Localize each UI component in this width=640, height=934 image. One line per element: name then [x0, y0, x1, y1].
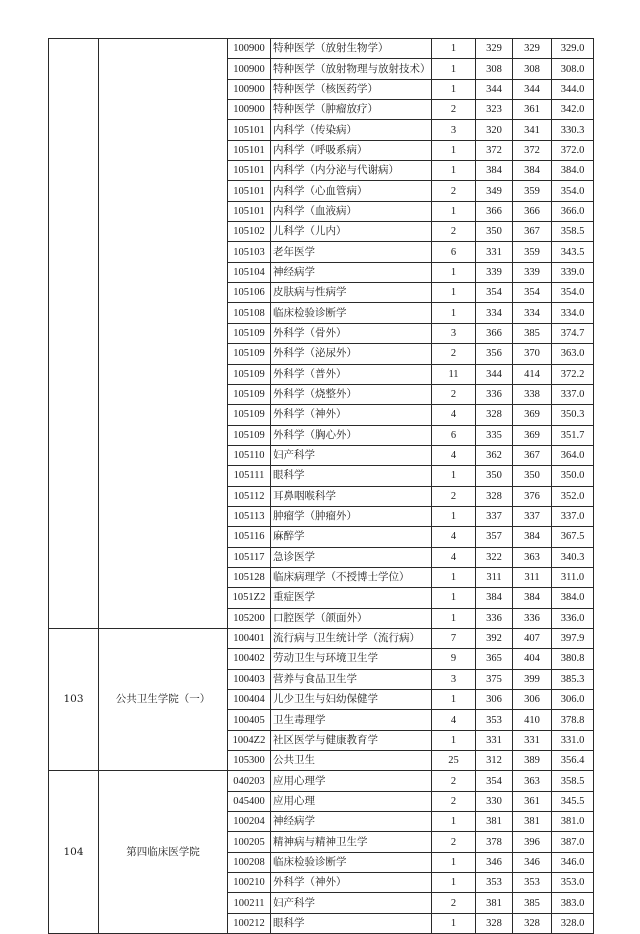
major-name-cell: 应用心理	[271, 791, 432, 811]
admit-count-cell: 2	[432, 222, 476, 242]
major-name-cell: 特种医学（放射生物学）	[271, 39, 432, 59]
admit-count-cell: 2	[432, 100, 476, 120]
max-score-cell: 385	[513, 893, 552, 913]
major-code-cell: 105112	[228, 486, 271, 506]
max-score-cell: 346	[513, 852, 552, 872]
major-code-cell: 100211	[228, 893, 271, 913]
major-name-cell: 临床病理学（不授博士学位）	[271, 567, 432, 587]
major-name-cell: 神经病学	[271, 262, 432, 282]
max-score-cell: 336	[513, 608, 552, 628]
major-code-cell: 100403	[228, 669, 271, 689]
major-name-cell: 特种医学（肿瘤放疗）	[271, 100, 432, 120]
major-name-cell: 耳鼻咽喉科学	[271, 486, 432, 506]
min-score-cell: 366	[476, 323, 513, 343]
min-score-cell: 365	[476, 649, 513, 669]
max-score-cell: 384	[513, 527, 552, 547]
max-score-cell: 366	[513, 201, 552, 221]
avg-score-cell: 346.0	[552, 852, 594, 872]
admit-count-cell: 1	[432, 730, 476, 750]
admit-count-cell: 4	[432, 527, 476, 547]
major-code-cell: 105101	[228, 140, 271, 160]
avg-score-cell: 308.0	[552, 59, 594, 79]
avg-score-cell: 345.5	[552, 791, 594, 811]
table-row	[49, 771, 594, 791]
major-code-cell: 100900	[228, 100, 271, 120]
major-code-cell: 105101	[228, 201, 271, 221]
group-number-cell: 104	[49, 771, 99, 934]
admit-count-cell: 1	[432, 140, 476, 160]
avg-score-cell: 328.0	[552, 913, 594, 933]
major-code-cell: 040203	[228, 771, 271, 791]
major-code-cell: 105102	[228, 222, 271, 242]
admit-count-cell: 25	[432, 751, 476, 771]
major-code-cell: 105109	[228, 344, 271, 364]
school-name-cell: 第四临床医学院	[99, 771, 228, 934]
major-name-cell: 皮肤病与性病学	[271, 283, 432, 303]
min-score-cell: 392	[476, 628, 513, 648]
min-score-cell: 329	[476, 39, 513, 59]
min-score-cell: 331	[476, 242, 513, 262]
major-name-cell: 外科学（神外）	[271, 873, 432, 893]
table-row	[49, 39, 594, 59]
major-code-cell: 105128	[228, 567, 271, 587]
min-score-cell: 323	[476, 100, 513, 120]
admit-count-cell: 2	[432, 791, 476, 811]
major-code-cell: 100900	[228, 39, 271, 59]
avg-score-cell: 372.0	[552, 140, 594, 160]
max-score-cell: 339	[513, 262, 552, 282]
max-score-cell: 350	[513, 466, 552, 486]
avg-score-cell: 356.4	[552, 751, 594, 771]
avg-score-cell: 311.0	[552, 567, 594, 587]
major-name-cell: 特种医学（核医药学）	[271, 79, 432, 99]
min-score-cell: 320	[476, 120, 513, 140]
admit-count-cell: 1	[432, 588, 476, 608]
major-code-cell: 100212	[228, 913, 271, 933]
major-code-cell: 105200	[228, 608, 271, 628]
max-score-cell: 361	[513, 100, 552, 120]
major-name-cell: 社区医学与健康教育学	[271, 730, 432, 750]
min-score-cell: 384	[476, 588, 513, 608]
major-code-cell: 100205	[228, 832, 271, 852]
avg-score-cell: 343.5	[552, 242, 594, 262]
avg-score-cell: 350.3	[552, 405, 594, 425]
min-score-cell: 372	[476, 140, 513, 160]
max-score-cell: 361	[513, 791, 552, 811]
admit-count-cell: 1	[432, 873, 476, 893]
table-row	[49, 628, 594, 648]
major-code-cell: 105116	[228, 527, 271, 547]
max-score-cell: 363	[513, 547, 552, 567]
major-name-cell: 外科学（烧整外）	[271, 384, 432, 404]
min-score-cell: 381	[476, 812, 513, 832]
major-name-cell: 妇产科学	[271, 445, 432, 465]
major-name-cell: 外科学（骨外）	[271, 323, 432, 343]
admit-count-cell: 2	[432, 832, 476, 852]
admit-count-cell: 1	[432, 201, 476, 221]
min-score-cell: 381	[476, 893, 513, 913]
min-score-cell: 375	[476, 669, 513, 689]
min-score-cell: 354	[476, 283, 513, 303]
major-name-cell: 老年医学	[271, 242, 432, 262]
max-score-cell: 372	[513, 140, 552, 160]
min-score-cell: 353	[476, 710, 513, 730]
major-code-cell: 105111	[228, 466, 271, 486]
min-score-cell: 344	[476, 79, 513, 99]
avg-score-cell: 380.8	[552, 649, 594, 669]
max-score-cell: 376	[513, 486, 552, 506]
max-score-cell: 384	[513, 588, 552, 608]
major-name-cell: 内科学（呼吸系病）	[271, 140, 432, 160]
major-name-cell: 外科学（泌尿外）	[271, 344, 432, 364]
major-code-cell: 105101	[228, 161, 271, 181]
max-score-cell: 337	[513, 506, 552, 526]
min-score-cell: 334	[476, 303, 513, 323]
admit-count-cell: 1	[432, 608, 476, 628]
max-score-cell: 385	[513, 323, 552, 343]
admit-count-cell: 3	[432, 669, 476, 689]
major-code-cell: 105117	[228, 547, 271, 567]
major-name-cell: 肿瘤学（肿瘤外）	[271, 506, 432, 526]
max-score-cell: 363	[513, 771, 552, 791]
max-score-cell: 341	[513, 120, 552, 140]
min-score-cell: 337	[476, 506, 513, 526]
admit-count-cell: 1	[432, 812, 476, 832]
admit-count-cell: 1	[432, 466, 476, 486]
min-score-cell: 335	[476, 425, 513, 445]
avg-score-cell: 354.0	[552, 181, 594, 201]
major-name-cell: 临床检验诊断学	[271, 852, 432, 872]
max-score-cell: 306	[513, 690, 552, 710]
major-code-cell: 100401	[228, 628, 271, 648]
major-name-cell: 应用心理学	[271, 771, 432, 791]
admit-count-cell: 1	[432, 506, 476, 526]
major-name-cell: 精神病与精神卫生学	[271, 832, 432, 852]
min-score-cell: 336	[476, 608, 513, 628]
avg-score-cell: 358.5	[552, 222, 594, 242]
admit-count-cell: 1	[432, 913, 476, 933]
admit-count-cell: 6	[432, 425, 476, 445]
admit-count-cell: 1	[432, 283, 476, 303]
min-score-cell: 331	[476, 730, 513, 750]
major-name-cell: 卫生毒理学	[271, 710, 432, 730]
avg-score-cell: 385.3	[552, 669, 594, 689]
admit-count-cell: 1	[432, 690, 476, 710]
min-score-cell: 311	[476, 567, 513, 587]
admit-count-cell: 1	[432, 59, 476, 79]
min-score-cell: 328	[476, 913, 513, 933]
avg-score-cell: 387.0	[552, 832, 594, 852]
avg-score-cell: 358.5	[552, 771, 594, 791]
major-code-cell: 105109	[228, 364, 271, 384]
major-code-cell: 105109	[228, 425, 271, 445]
admit-count-cell: 7	[432, 628, 476, 648]
major-name-cell: 内科学（内分泌与代谢病）	[271, 161, 432, 181]
avg-score-cell: 367.5	[552, 527, 594, 547]
major-code-cell: 105104	[228, 262, 271, 282]
major-code-cell: 105110	[228, 445, 271, 465]
max-score-cell: 353	[513, 873, 552, 893]
max-score-cell: 331	[513, 730, 552, 750]
major-name-cell: 特种医学（放射物理与放射技术）	[271, 59, 432, 79]
admit-count-cell: 11	[432, 364, 476, 384]
min-score-cell: 350	[476, 222, 513, 242]
admit-count-cell: 4	[432, 445, 476, 465]
max-score-cell: 410	[513, 710, 552, 730]
avg-score-cell: 351.7	[552, 425, 594, 445]
admission-score-table	[48, 38, 594, 934]
admit-count-cell: 2	[432, 384, 476, 404]
major-code-cell: 105113	[228, 506, 271, 526]
min-score-cell: 339	[476, 262, 513, 282]
min-score-cell: 384	[476, 161, 513, 181]
avg-score-cell: 342.0	[552, 100, 594, 120]
major-name-cell: 眼科学	[271, 466, 432, 486]
admit-count-cell: 3	[432, 120, 476, 140]
min-score-cell: 330	[476, 791, 513, 811]
major-name-cell: 眼科学	[271, 913, 432, 933]
max-score-cell: 381	[513, 812, 552, 832]
major-code-cell: 100204	[228, 812, 271, 832]
admit-count-cell: 9	[432, 649, 476, 669]
major-name-cell: 儿科学（儿内）	[271, 222, 432, 242]
school-name-cell: 公共卫生学院（一）	[99, 628, 228, 770]
major-name-cell: 外科学（胸心外）	[271, 425, 432, 445]
major-name-cell: 内科学（血液病）	[271, 201, 432, 221]
max-score-cell: 338	[513, 384, 552, 404]
admit-count-cell: 4	[432, 405, 476, 425]
major-code-cell: 045400	[228, 791, 271, 811]
major-name-cell: 临床检验诊断学	[271, 303, 432, 323]
avg-score-cell: 334.0	[552, 303, 594, 323]
min-score-cell: 328	[476, 486, 513, 506]
avg-score-cell: 352.0	[552, 486, 594, 506]
max-score-cell: 407	[513, 628, 552, 648]
admit-count-cell: 1	[432, 79, 476, 99]
avg-score-cell: 383.0	[552, 893, 594, 913]
min-score-cell: 308	[476, 59, 513, 79]
major-name-cell: 外科学（普外）	[271, 364, 432, 384]
major-name-cell: 营养与食品卫生学	[271, 669, 432, 689]
major-code-cell: 105108	[228, 303, 271, 323]
avg-score-cell: 364.0	[552, 445, 594, 465]
max-score-cell: 344	[513, 79, 552, 99]
max-score-cell: 367	[513, 222, 552, 242]
max-score-cell: 404	[513, 649, 552, 669]
max-score-cell: 399	[513, 669, 552, 689]
min-score-cell: 344	[476, 364, 513, 384]
min-score-cell: 366	[476, 201, 513, 221]
admit-count-cell: 1	[432, 852, 476, 872]
major-code-cell: 1004Z2	[228, 730, 271, 750]
avg-score-cell: 384.0	[552, 588, 594, 608]
major-name-cell: 重症医学	[271, 588, 432, 608]
admit-count-cell: 3	[432, 323, 476, 343]
avg-score-cell: 397.9	[552, 628, 594, 648]
admit-count-cell: 2	[432, 771, 476, 791]
major-code-cell: 100900	[228, 79, 271, 99]
min-score-cell: 354	[476, 771, 513, 791]
min-score-cell: 353	[476, 873, 513, 893]
major-code-cell: 105109	[228, 384, 271, 404]
major-code-cell: 100404	[228, 690, 271, 710]
min-score-cell: 350	[476, 466, 513, 486]
major-code-cell: 105300	[228, 751, 271, 771]
admit-count-cell: 6	[432, 242, 476, 262]
major-name-cell: 内科学（心血管病）	[271, 181, 432, 201]
major-code-cell: 105109	[228, 405, 271, 425]
min-score-cell: 328	[476, 405, 513, 425]
major-code-cell: 100210	[228, 873, 271, 893]
min-score-cell: 306	[476, 690, 513, 710]
avg-score-cell: 306.0	[552, 690, 594, 710]
max-score-cell: 414	[513, 364, 552, 384]
major-name-cell: 公共卫生	[271, 751, 432, 771]
admit-count-cell: 1	[432, 161, 476, 181]
min-score-cell: 349	[476, 181, 513, 201]
max-score-cell: 334	[513, 303, 552, 323]
avg-score-cell: 354.0	[552, 283, 594, 303]
min-score-cell: 378	[476, 832, 513, 852]
major-code-cell: 105109	[228, 323, 271, 343]
avg-score-cell: 340.3	[552, 547, 594, 567]
group-number-cell: 103	[49, 628, 99, 770]
admit-count-cell: 1	[432, 39, 476, 59]
max-score-cell: 311	[513, 567, 552, 587]
major-code-cell: 100208	[228, 852, 271, 872]
max-score-cell: 369	[513, 425, 552, 445]
max-score-cell: 328	[513, 913, 552, 933]
group-number-cell	[49, 39, 99, 629]
major-name-cell: 妇产科学	[271, 893, 432, 913]
major-code-cell: 105101	[228, 181, 271, 201]
max-score-cell: 369	[513, 405, 552, 425]
min-score-cell: 336	[476, 384, 513, 404]
major-code-cell: 1051Z2	[228, 588, 271, 608]
avg-score-cell: 329.0	[552, 39, 594, 59]
max-score-cell: 354	[513, 283, 552, 303]
avg-score-cell: 336.0	[552, 608, 594, 628]
min-score-cell: 346	[476, 852, 513, 872]
max-score-cell: 359	[513, 181, 552, 201]
admit-count-cell: 2	[432, 486, 476, 506]
avg-score-cell: 337.0	[552, 506, 594, 526]
major-name-cell: 急诊医学	[271, 547, 432, 567]
avg-score-cell: 372.2	[552, 364, 594, 384]
min-score-cell: 357	[476, 527, 513, 547]
major-name-cell: 劳动卫生与环境卫生学	[271, 649, 432, 669]
avg-score-cell: 344.0	[552, 79, 594, 99]
major-code-cell: 105101	[228, 120, 271, 140]
table-body	[49, 39, 594, 934]
max-score-cell: 329	[513, 39, 552, 59]
max-score-cell: 384	[513, 161, 552, 181]
avg-score-cell: 353.0	[552, 873, 594, 893]
admit-count-cell: 2	[432, 344, 476, 364]
avg-score-cell: 330.3	[552, 120, 594, 140]
min-score-cell: 322	[476, 547, 513, 567]
max-score-cell: 370	[513, 344, 552, 364]
admit-count-cell: 4	[432, 710, 476, 730]
admit-count-cell: 1	[432, 262, 476, 282]
avg-score-cell: 339.0	[552, 262, 594, 282]
major-name-cell: 麻醉学	[271, 527, 432, 547]
min-score-cell: 362	[476, 445, 513, 465]
major-name-cell: 流行病与卫生统计学（流行病）	[271, 628, 432, 648]
admit-count-cell: 1	[432, 567, 476, 587]
major-code-cell: 100900	[228, 59, 271, 79]
avg-score-cell: 378.8	[552, 710, 594, 730]
major-name-cell: 儿少卫生与妇幼保健学	[271, 690, 432, 710]
major-name-cell: 神经病学	[271, 812, 432, 832]
admit-count-cell: 1	[432, 303, 476, 323]
major-code-cell: 105106	[228, 283, 271, 303]
max-score-cell: 396	[513, 832, 552, 852]
min-score-cell: 312	[476, 751, 513, 771]
major-code-cell: 100402	[228, 649, 271, 669]
max-score-cell: 308	[513, 59, 552, 79]
avg-score-cell: 366.0	[552, 201, 594, 221]
avg-score-cell: 381.0	[552, 812, 594, 832]
max-score-cell: 389	[513, 751, 552, 771]
avg-score-cell: 384.0	[552, 161, 594, 181]
avg-score-cell: 331.0	[552, 730, 594, 750]
school-name-cell	[99, 39, 228, 629]
major-name-cell: 内科学（传染病）	[271, 120, 432, 140]
major-code-cell: 105103	[228, 242, 271, 262]
min-score-cell: 356	[476, 344, 513, 364]
admit-count-cell: 2	[432, 893, 476, 913]
major-name-cell: 外科学（神外）	[271, 405, 432, 425]
admit-count-cell: 4	[432, 547, 476, 567]
avg-score-cell: 337.0	[552, 384, 594, 404]
admit-count-cell: 2	[432, 181, 476, 201]
avg-score-cell: 374.7	[552, 323, 594, 343]
max-score-cell: 359	[513, 242, 552, 262]
avg-score-cell: 350.0	[552, 466, 594, 486]
major-code-cell: 100405	[228, 710, 271, 730]
max-score-cell: 367	[513, 445, 552, 465]
avg-score-cell: 363.0	[552, 344, 594, 364]
major-name-cell: 口腔医学（颌面外）	[271, 608, 432, 628]
